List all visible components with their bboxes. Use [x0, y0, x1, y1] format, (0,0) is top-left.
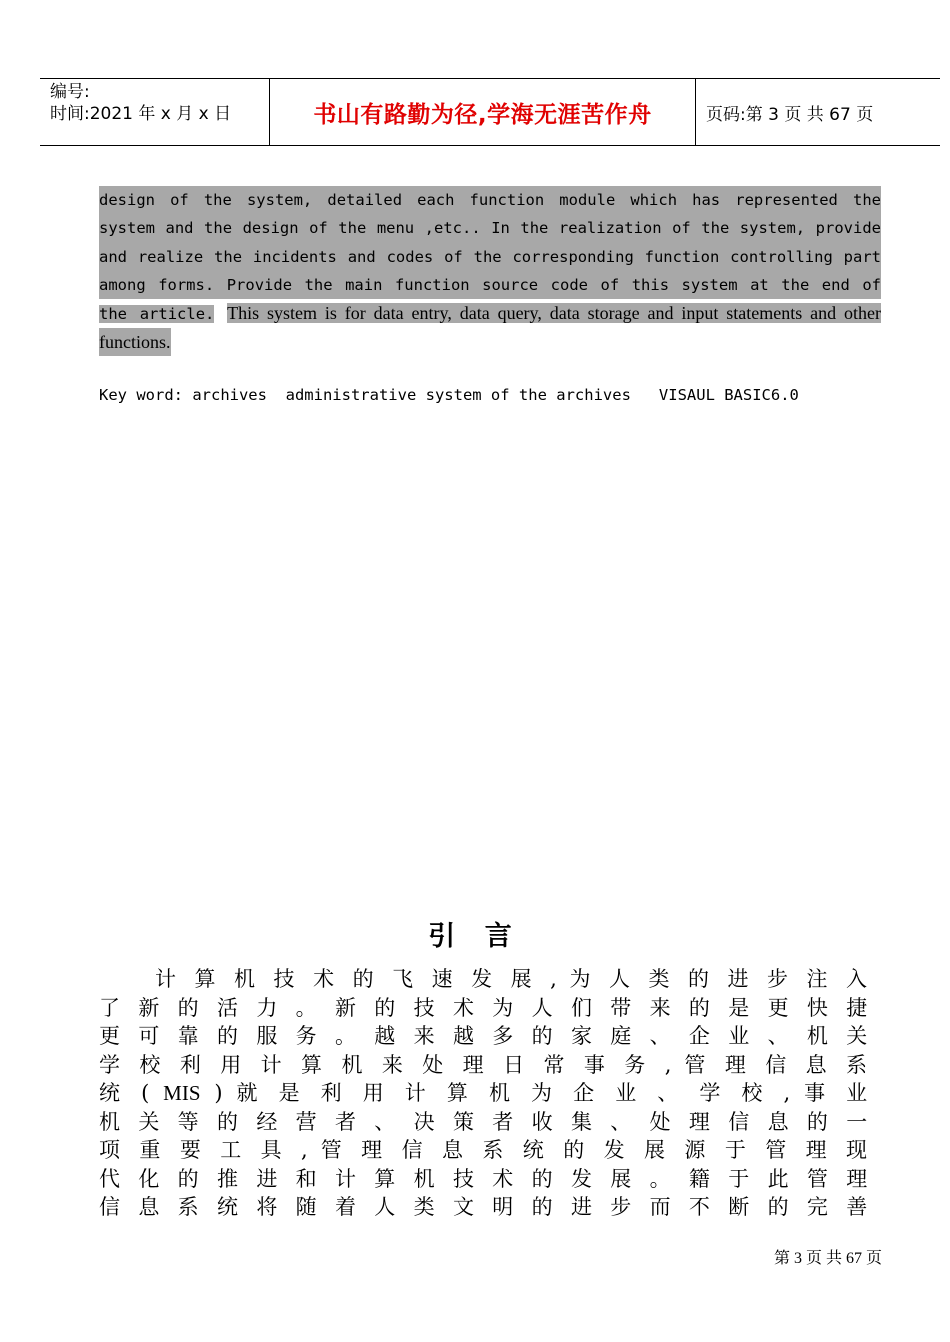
section-title: 引 言	[428, 921, 522, 952]
intro-row: 了 新 的 活 力 。 新 的 技 术 为 人 们 带 来 的 是 更 快 捷	[99, 995, 868, 1020]
abstract-line-highlight: This system is for data entry, data query, data storage and input statements and other	[227, 303, 881, 324]
document-time-label: 时间:2021 年 x 月 x 日	[50, 104, 232, 124]
intro-row: 机 关 等 的 经 营 者 、 决 策 者 收 集 、 处 理 信 息 的 一	[99, 1109, 868, 1134]
document-number-label: 编号:	[50, 82, 90, 102]
intro-row: 学 校 利 用 计 算 机 来 处 理 日 常 事 务 , 管 理 信 息 系	[99, 1052, 868, 1077]
intro-row: 统 ( MIS ) 就 是 利 用 计 算 机 为 企 业 、 学 校 , 事 业	[99, 1081, 868, 1105]
abstract-line: among forms. Provide the main function source code of this system at the end of	[99, 271, 881, 299]
header-motto: 书山有路勤为径,学海无涯苦作舟	[313, 101, 652, 128]
abstract-line-end: the article.	[99, 305, 215, 324]
intro-row: 代 化 的 推 进 和 计 算 机 技 术 的 发 展 。 籍 于 此 管 理	[99, 1166, 868, 1191]
abstract-line-mixed	[99, 299, 881, 328]
keywords-line: Key word: archives administrative system of the archives VISAUL BASIC6.0	[99, 386, 799, 404]
abstract-line: system and the design of the menu ,etc.. In the realization of the system, provide	[99, 214, 881, 242]
abstract-line: and realize the incidents and codes of the corresponding function controlling part	[99, 243, 881, 271]
page-footer: 第 3 页 共 67 页	[773, 1250, 882, 1267]
page-header	[40, 78, 940, 146]
intro-body	[99, 965, 867, 1222]
header-page-info: 页码:第 3 页 共 67 页	[706, 104, 874, 125]
abstract-body	[99, 186, 881, 358]
intro-row: 计 算 机 技 术 的 飞 速 发 展 , 为 人 类 的 进 步 注 入	[155, 967, 868, 991]
header-divider	[695, 79, 696, 145]
intro-row: 项 重 要 工 具 , 管 理 信 息 系 统 的 发 展 源 于 管 理 现	[99, 1138, 868, 1162]
header-meta	[50, 81, 270, 125]
abstract-line: design of the system, detailed each function module which has represented the	[99, 186, 881, 214]
intro-row: 更 可 靠 的 服 务 。 越 来 越 多 的 家 庭 、 企 业 、 机 关	[99, 1024, 868, 1048]
intro-row: 信 息 系 统 将 随 着 人 类 文 明 的 进 步 而 不 断 的 完 善	[99, 1195, 868, 1219]
abstract-last-line: functions.	[99, 328, 171, 356]
